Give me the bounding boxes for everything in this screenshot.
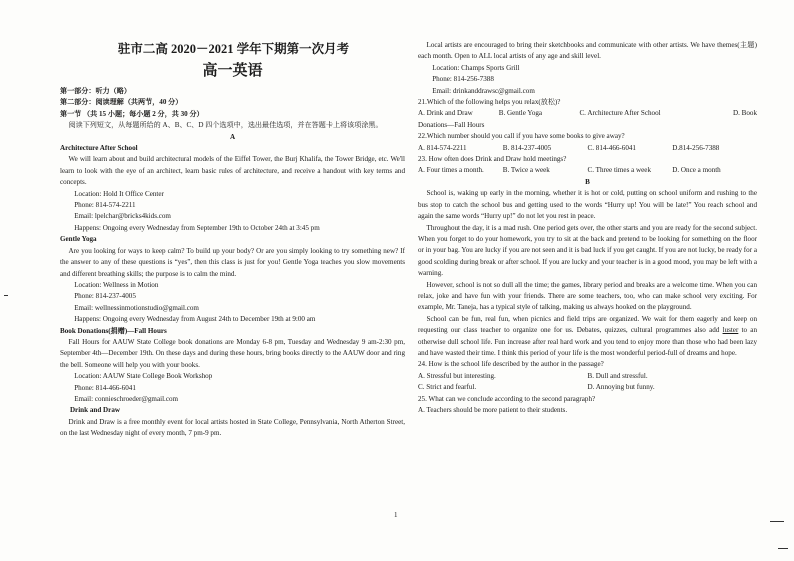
- page-number: 1: [394, 511, 398, 519]
- part1-heading: 第一部分：听力（略）: [60, 87, 131, 95]
- draw-body: Drink and Draw is a free monthly event for local artists hosted in State College, Pennsylvania, North Atherton Street, on the last Wednesday night of every month, 7 pm-9 pm.: [60, 417, 405, 438]
- book-email: Email: connieschroeder@gmail.com: [74, 394, 179, 403]
- q21-option-b: B. Gentle Yoga: [498, 109, 543, 118]
- scan-edge-mark: [4, 295, 8, 296]
- q22-option-d: D.814-256-7388: [672, 143, 720, 152]
- q24-options-row-2: [418, 382, 757, 393]
- passage-b-paragraph-2: Throughout the day, it is a mad rush. One period gets over, the other starts and you are ready for the second subject. When you forget to do your homework, you try to sit at the back and pretend to be looking for something on the floor or in your bag. You are lucky if you are not seen and it is bad luck if you get caught. If you are not lucky, be ready for a good scolding during break or after school. If you are lucky and your teacher is in a good mood, you may be left with a warning.: [418, 223, 757, 278]
- q21-option-c: C. Architecture After School: [579, 109, 661, 118]
- q22-options: [418, 143, 757, 154]
- passage-b-paragraph-3: However, school is not so dull all the time; the games, library period and breaks are a welcome time. When you can relax, joke and have fun with your friends. There are some teachers, too, who can make school very exciting. For example, Mr. Taneja, has a typical style of talking, making us always hooked on the playground.: [418, 280, 757, 312]
- arch-title: Architecture After School: [60, 144, 138, 153]
- q25-option-a: A. Teachers should be more patient to their students.: [418, 406, 568, 414]
- draw-phone: Phone: 814-256-7388: [432, 75, 494, 84]
- q21-option-d-continued: Donations—Fall Hours: [418, 120, 485, 129]
- q23-option-b: B. Twice a week: [502, 166, 550, 175]
- scan-edge-mark: [770, 521, 784, 522]
- yoga-phone: Phone: 814-237-4005: [74, 292, 136, 301]
- draw-body-continued: Local artists are encouraged to bring their sketchbooks and communicate with other artists. We have themes(主题) each month. Open to ALL local artists of any age and skill level.: [418, 41, 757, 61]
- q23-options: [418, 165, 757, 176]
- instruction-text: 阅读下列短文，从每题所给的 A、B、C、D 四个选项中，选出最佳选项，并在答题卡上将该项涂黑。: [68, 121, 383, 130]
- q24-option-d: D. Annoying but funny.: [587, 383, 655, 392]
- section1-heading: 第一节 （共 15 小题；每小题 2 分，共 30 分）: [60, 109, 204, 118]
- q21-option-d: D. Book: [732, 109, 758, 118]
- passage-b-paragraph-1: School is, waking up early in the morning, whether it is hot or cold, putting on school uniform and rushing to the bus stop to catch the school bus and getting used to the words “Hurry up! You will be late!” You reach school and again the same words “Hurry up!” do not let you rest in peace.: [418, 189, 757, 221]
- yoga-happens: Happens: Ongoing every Wednesday from August 24th to December 19th at 9:00 am: [74, 315, 316, 324]
- yoga-body: Are you looking for ways to keep calm? To build up your body? Or are you simply looking to try something new? If the answer to any of these questions is “yes”, then this class is just for you! Gentle Yoga teaches you slow movements and different breathing skills; the purpose is to calm the mind.: [60, 246, 405, 278]
- q24-option-a: A. Stressful but interesting.: [418, 371, 496, 380]
- question-24: 24. How is the school life described by the author in the passage?: [418, 360, 604, 369]
- question-21: 21.Which of the following helps you relax(放松)?: [418, 98, 561, 107]
- underlined-word-luster: luster: [722, 326, 739, 335]
- arch-location: Location: Hold It Office Center: [74, 189, 164, 198]
- arch-email: Email: lpelchar@bricks4kids.com: [74, 212, 171, 221]
- passage-a-label: A: [229, 132, 236, 141]
- q23-option-d: D. Once a month: [672, 166, 721, 175]
- question-23: 23. How often does Drink and Draw hold meetings?: [418, 155, 567, 164]
- passage-b-label: B: [585, 177, 590, 186]
- q24-option-b: B. Dull and stressful.: [587, 371, 648, 380]
- book-body: Fall Hours for AAUW State College book donations are Monday 6-8 pm, Tuesday and Wednesday 9 am-2:30 pm, September 4th—December 19th. On these days and during these hours, bring books directly to the AAUW door and ring the bell. Someone will help you with your books.: [60, 337, 405, 369]
- passage-b-paragraph-4: [418, 314, 757, 360]
- draw-email: Email: drinkanddrawsc@gmail.com: [432, 86, 535, 95]
- exam-subtitle: 高一英语: [202, 63, 263, 79]
- left-column: [60, 40, 405, 440]
- arch-body: We will learn about and build architectural models of the Eiffel Tower, the Burj Khalifa, the Tower Bridge, etc. We'll learn to look with the eye of an architect, learn basic rules of architecture, and receive a handout with key terms and concepts.: [60, 155, 405, 187]
- q24-options-row-1: [418, 371, 757, 382]
- arch-phone: Phone: 814-574-2211: [74, 201, 136, 210]
- right-column: [418, 40, 757, 416]
- q23-option-a: A. Four times a month.: [418, 166, 484, 175]
- q22-option-c: C. 814-466-6041: [587, 143, 636, 152]
- part2-heading: 第二部分：阅读理解（共两节，40 分）: [60, 98, 183, 107]
- exam-title: 驻市二高 2020－2021 学年下期第一次月考: [117, 42, 350, 56]
- scan-edge-mark: [778, 548, 788, 549]
- q23-option-c: C. Three times a week: [587, 166, 651, 175]
- q22-option-a: A. 814-574-2211: [418, 143, 467, 152]
- question-25: 25. What can we conclude according to the second paragraph?: [418, 394, 596, 403]
- book-title: Book Donations(捐赠)—Fall Hours: [60, 326, 167, 335]
- paragraph-4-part-1: School can be fun, real fun, when picnics and field trips are organized. We wait for them eagerly and keep on requesting our class teacher to organize one for us. Debates, quizzes, cultural programmes also add: [418, 314, 757, 335]
- q21-option-a: A. Drink and Draw: [418, 109, 473, 118]
- yoga-location: Location: Wellness in Motion: [74, 280, 159, 289]
- yoga-title: Gentle Yoga: [60, 235, 97, 244]
- draw-title: Drink and Draw: [69, 406, 120, 415]
- question-22: 22.Which number should you call if you have some books to give away?: [418, 132, 625, 141]
- draw-location: Location: Champs Sports Grill: [432, 63, 520, 72]
- yoga-email: Email: wellnessinmotionstudio@gmail.com: [74, 303, 199, 312]
- paragraph-4-part-2: to an otherwise dull school life. Fun increase after real hard work and you tend to enjoy more than those who had been lazy and have wasted their time. I think this period of your life is the most wonderful period-full of dreams and hope.: [418, 326, 757, 357]
- arch-happens: Happens: Ongoing every Wednesday from September 19th to October 24th at 3:45 pm: [74, 223, 320, 232]
- q24-option-c: C. Strict and fearful.: [418, 383, 477, 392]
- book-location: Location: AAUW State College Book Workshop: [74, 372, 213, 381]
- q21-options: [418, 108, 757, 119]
- book-phone: Phone: 814-466-6041: [74, 383, 136, 392]
- q22-option-b: B. 814-237-4005: [502, 143, 552, 152]
